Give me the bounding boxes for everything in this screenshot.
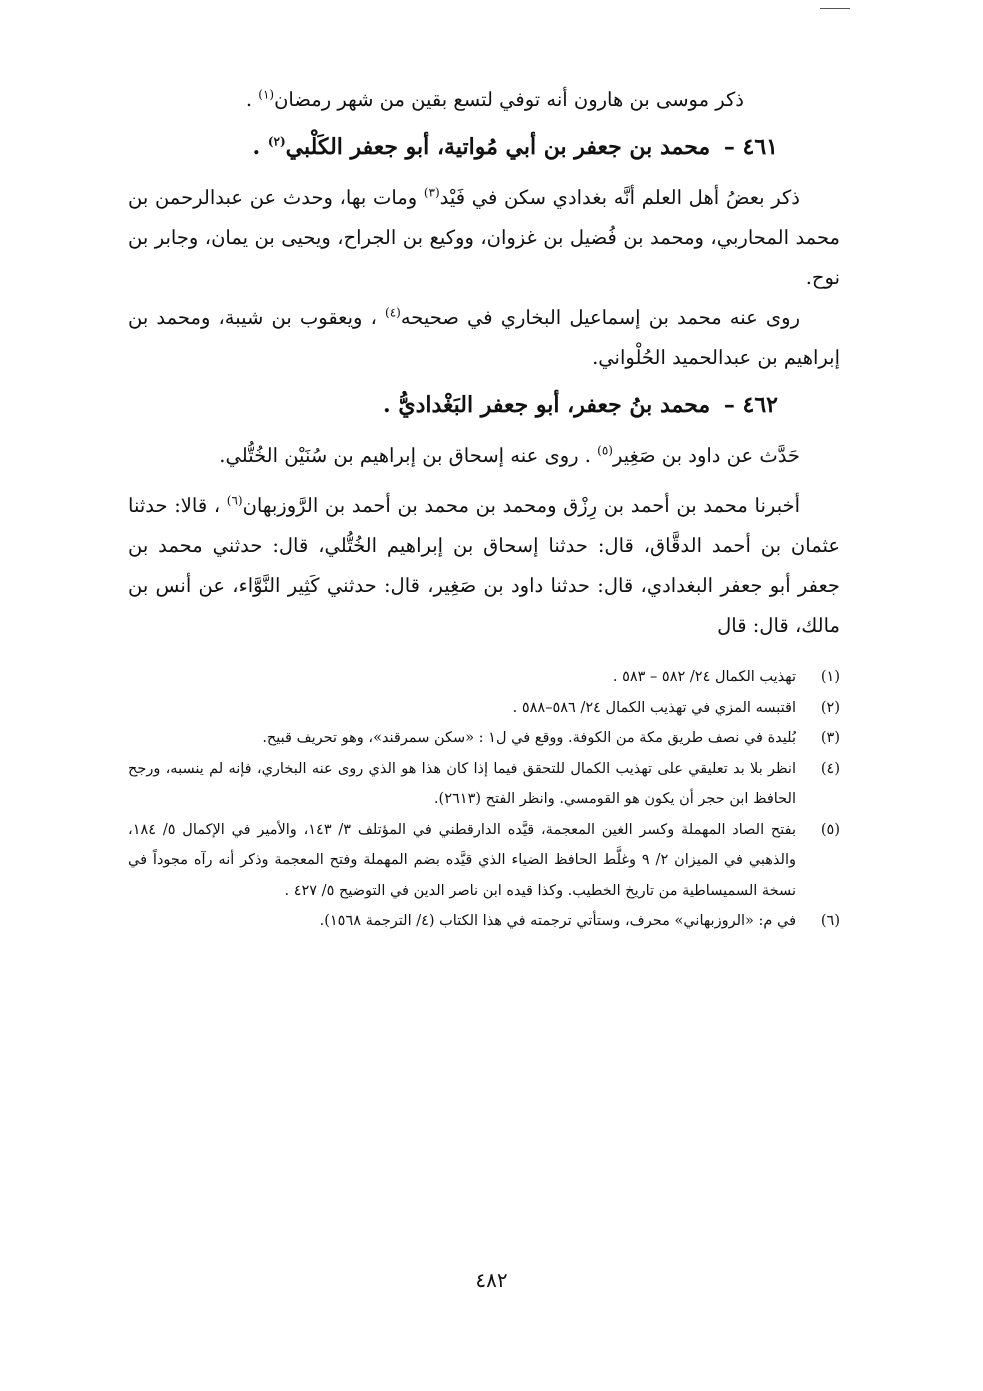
paragraph-text: . روى عنه إسحاق بن إبراهيم بن سُنَيْن الخُتُّلي. <box>219 444 598 467</box>
footnote-text: اقتبسه المزي في تهذيب الكمال ٢٤/ ٥٨٦–٥٨٨ . <box>512 699 796 716</box>
paragraph-text: ذكر موسى بن هارون أنه توفي لتسع بقين من شهر رمضان <box>274 88 744 111</box>
paragraph-text: حَدَّث عن داود بن صَغِير <box>612 444 800 467</box>
top-rule <box>820 8 850 9</box>
paragraph-hadith-chain <box>128 436 840 476</box>
paragraph-text: روى عنه محمد بن إسماعيل البخاري في صحيحه <box>400 306 800 329</box>
footnote-number: (٦) <box>820 913 840 929</box>
page-body <box>128 80 840 937</box>
footnote-item <box>128 815 840 907</box>
entry-name-end: . <box>383 392 399 418</box>
paragraph-text: ، ويعقوب بن شيبة، ومحمد بن إبراهيم بن عبدالحميد الحُلْواني. <box>128 306 840 369</box>
entry-name: محمد بن جعفر بن أبي مُواتية، أبو جعفر الكَلْبي <box>285 134 711 160</box>
entry-name-end: . <box>252 134 268 160</box>
paragraph-text: ومات بها، وحدث عن عبدالرحمن بن محمد المحاربي، ومحمد بن فُضيل بن غزوان، ووكيع بن الجراح، ويحيى بن يمان، وجابر بن نوح. <box>128 186 840 289</box>
footnote-item <box>128 906 840 937</box>
footnote-item <box>128 693 840 724</box>
footnote-text: في م: «الروزبهاني» محرف، وستأتي ترجمته في هذا الكتاب (٤/ الترجمة ١٥٦٨). <box>319 913 796 929</box>
footnote-ref[interactable]: (٥) <box>597 443 613 458</box>
paragraph-narrators <box>128 298 840 378</box>
footnote-number: (٢) <box>820 699 840 716</box>
footnote-text: تهذيب الكمال ٢٤/ ٥٨٢ – ٥٨٣ . <box>612 669 796 685</box>
footnote-ref[interactable]: (٢) <box>267 134 286 149</box>
footnote-item <box>128 662 840 693</box>
footnote-ref[interactable]: (٤) <box>385 305 401 320</box>
entry-number: ٤٦١ – <box>723 134 778 160</box>
paragraph-text: ذكر بعضُ أهل العلم أنَّه بغدادي سكن في فَيْد <box>439 186 800 209</box>
footnote-item <box>128 754 840 815</box>
footnotes <box>128 662 840 937</box>
footnote-text: بفتح الصاد المهملة وكسر الغين المعجمة، قيَّده الدارقطني في المؤتلف ٣/ ١٤٣، والأمير في الإكمال ٥/ ١٨٤، والذهبي في الميزان ٢/ ٩ وغلَّط الحافظ الضياء الذي قيَّده بضم المهملة وفتح المعجمة وذكر أنه رآه مجوداً في نسخة السميساطية من تاريخ الخطيب. وكذا قيده ابن ناصر الدين في التوضيح ٥/ ٤٢٧ . <box>128 821 796 899</box>
footnote-ref[interactable]: (٣) <box>423 185 440 200</box>
entry-name: محمد بنُ جعفر، أبو جعفر البَغْداديُّ <box>398 392 711 418</box>
footnote-item <box>128 723 840 754</box>
footnote-number: (٤) <box>820 760 840 777</box>
paragraph-text-end: . <box>245 88 259 111</box>
footnote-number: (٣) <box>820 730 840 746</box>
footnote-ref[interactable]: (١) <box>258 87 275 102</box>
footnote-text: بُليدة في نصف طريق مكة من الكوفة. ووقع في ل١ : «سكن سمرقند»، وهو تحريف قبيح. <box>262 730 796 746</box>
paragraph-bio <box>128 178 840 298</box>
footnote-number: (١) <box>820 669 840 685</box>
page-number: ٤٨٢ <box>475 1268 508 1292</box>
paragraph-text: أخبرنا محمد بن أحمد بن رِزْق ومحمد بن محمد بن أحمد بن الرَّوزبهان <box>242 494 800 517</box>
footnote-text: انظر بلا بد تعليقي على تهذيب الكمال للتحقق فيما إذا كان هذا هو الذي روى عنه البخاري، فإنه لم ينسبه، ورجح الحافظ ابن حجر أن يكون هو القومسي. وانظر الفتح (٢٦١٣). <box>128 760 796 807</box>
paragraph-text: ، قالا: حدثنا عثمان بن أحمد الدقَّاق، قال: حدثنا إسحاق بن إبراهيم الخُتُّلي، قال: حدثني محمد بن جعفر أبو جعفر البغدادي، قال: حدثنا داود بن صَغِير، قال: حدثني كَثِير النَّوَّاء، عن أنس بن مالك، قال: قال <box>128 494 840 637</box>
footnote-ref[interactable]: (٦) <box>226 493 243 508</box>
paragraph-death-note <box>128 80 840 120</box>
footnote-number: (٥) <box>820 821 840 838</box>
entry-number: ٤٦٢ – <box>723 392 778 418</box>
entry-heading-461 <box>128 126 840 168</box>
paragraph-isnad <box>128 486 840 646</box>
entry-heading-462 <box>128 384 840 426</box>
